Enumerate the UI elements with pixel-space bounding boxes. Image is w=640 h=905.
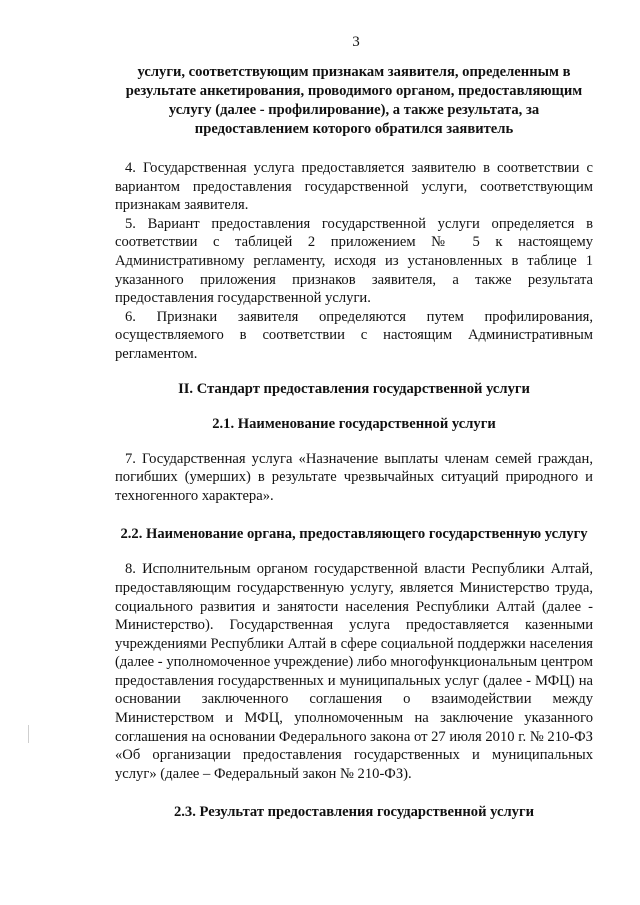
paragraph-5: 5. Вариант предоставления государственной услуги определяется в соответствии с таблицей 2 приложением № 5 к настоящему Административному регламенту, исходя из установленных в таблице 1 указанного приложения признаков заявителя, а также результата предоставления государственной услуги. [115,215,593,307]
scan-margin-mark [28,725,29,743]
subsection-2-2-heading: 2.2. Наименование органа, предоставляющего государственную услугу [120,526,588,543]
subsection-2-3-heading: 2.3. Результат предоставления государственной услуги [173,804,535,821]
paragraph-7: 7. Государственная услуга «Назначение выплаты членам семей граждан, погибших (умерших) в результате чрезвычайных ситуаций природного и техногенного характера». [115,450,593,504]
section-ii-heading: II. Стандарт предоставления государственной услуги [178,380,530,397]
subsection-2-1-heading: 2.1. Наименование государственной услуги [212,415,496,432]
paragraph-6: 6. Признаки заявителя определяются путем профилирования, осуществляемого в соответствии с настоящим Административным регламентом. [115,308,593,362]
page-number: 3 [352,34,360,50]
intro-heading: услуги, соответствующим признакам заявителя, определенным в результате анкетирования, проводимого органом, предоставляющим услугу (далее - профилирование), а также результата, за предоставлением которого обратился заявитель [125,64,583,137]
paragraph-8: 8. Исполнительным органом государственной власти Республики Алтай, предоставляющим государственную услугу, является Министерство труда, социального развития и занятости населения Республики Алтай (далее - Министерство). Государственная услуга предоставляется казенными учреждениями Республики Алтай в сфере социальной поддержки населения (далее - уполномоченное учреждение) либо многофункциональным центром предоставления государственных и муниципальных услуг (далее - МФЦ) на основании заключенного соглашения о взаимодействии между Министерством и МФЦ, уполномоченным на заключение указанного соглашения на основании Федерального закона от 27 июля 2010 г. № 210-ФЗ «Об организации предоставления государственных и муниципальных услуг» (далее – Федеральный закон № 210-ФЗ). [115,561,593,782]
paragraph-4: 4. Государственная услуга предоставляется заявителю в соответствии с вариантом предоставления государственной услуги, соответствующим признакам заявителя. [115,160,593,214]
